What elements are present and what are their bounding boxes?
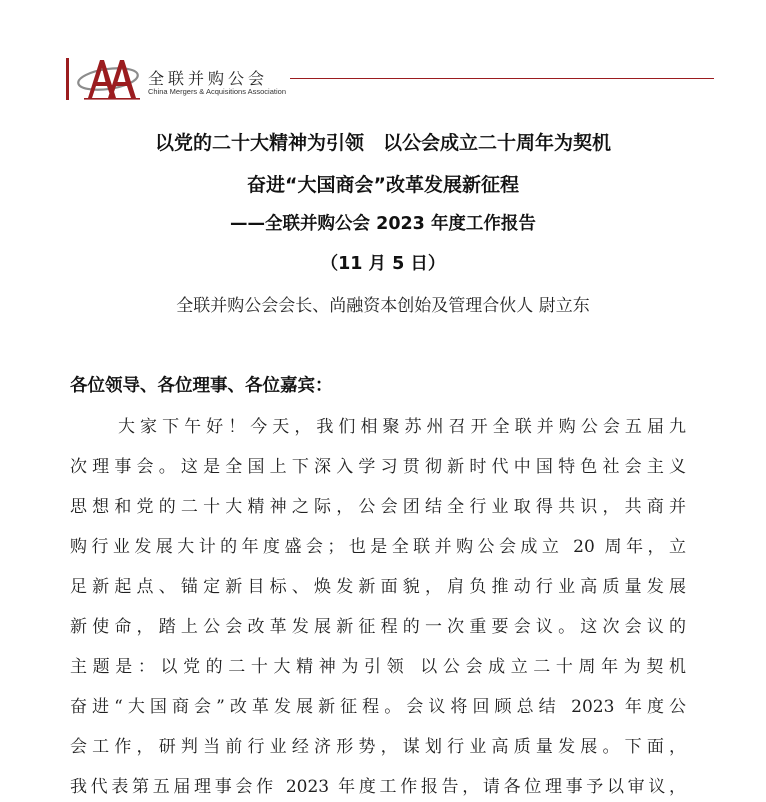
- report-author: 全联并购公会会长、尚融资本创始及管理合伙人 尉立东: [176, 296, 590, 316]
- body-line: 我代表第五届理事会作 2023 年度工作报告，请各位理事予以审议，: [70, 777, 686, 797]
- body-line: 大家下午好！今天，我们相聚苏州召开全联并购公会五届九: [118, 417, 686, 437]
- salutation: 各位领导、各位理事、各位嘉宾：: [70, 376, 333, 396]
- logo-english-name: China Mergers & Acquisitions Association: [148, 87, 286, 96]
- report-subtitle: ——全联并购公会 2023 年度工作报告: [230, 214, 536, 234]
- logo-chinese-name: 全联并购公会: [148, 69, 269, 88]
- body-line: 奋进“大国商会”改革发展新征程。会议将回顾总结 2023 年度公: [70, 697, 686, 717]
- report-title-line-2: 奋进“大国商会”改革发展新征程: [247, 174, 519, 196]
- body-line: 次理事会。这是全国上下深入学习贯彻新时代中国特色社会主义: [70, 457, 686, 477]
- header-divider: [290, 78, 714, 79]
- report-title-line-1: 以党的二十大精神为引领 以公会成立二十周年为契机: [154, 132, 611, 154]
- aa-monogram-logo-icon: [74, 52, 146, 102]
- body-line: 主题是：以党的二十大精神为引领 以公会成立二十周年为契机: [70, 657, 686, 677]
- body-line: 新使命，踏上公会改革发展新征程的一次重要会议。这次会议的: [70, 617, 686, 637]
- body-line: 足新起点、锚定新目标、焕发新面貌，肩负推动行业高质量发展: [70, 577, 686, 597]
- body-line: 思想和党的二十大精神之际，公会团结全行业取得共识，共商并: [70, 497, 686, 517]
- document-header: [0, 0, 766, 110]
- body-line: 购行业发展大计的年度盛会；也是全联并购公会成立 20 周年，立: [70, 537, 686, 557]
- logo-accent-bar: [66, 58, 69, 100]
- body-line: 会工作，研判当前行业经济形势，谋划行业高质量发展。下面，: [70, 737, 686, 757]
- report-date: （11 月 5 日）: [320, 254, 446, 274]
